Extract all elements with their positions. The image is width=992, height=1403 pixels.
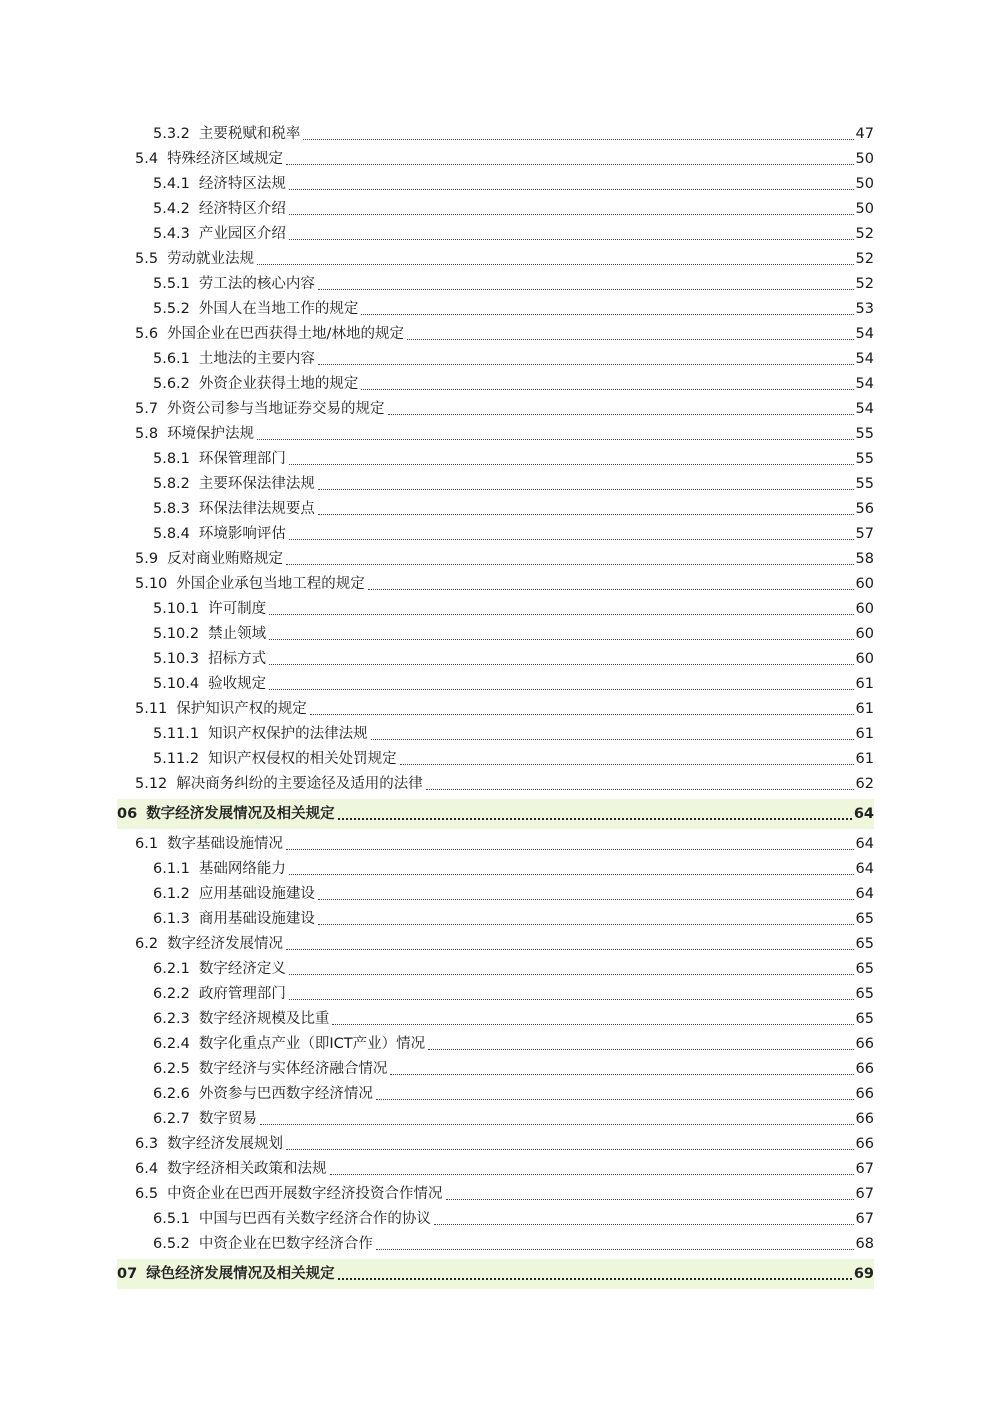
dot-leader <box>407 339 854 340</box>
toc-page-number: 68 <box>855 1236 874 1252</box>
toc-entry-title: 环境影响评估 <box>198 526 286 542</box>
toc-entry-row[interactable] <box>117 496 874 521</box>
dot-leader <box>428 1049 853 1050</box>
toc-entry-row[interactable] <box>117 521 874 546</box>
toc-entry-number: 5.4.2 <box>153 201 190 217</box>
toc-page-number: 50 <box>855 201 874 217</box>
toc-entry-row[interactable] <box>117 721 874 746</box>
toc-entry-number: 6.2.1 <box>153 961 190 977</box>
toc-entry-row[interactable] <box>117 571 874 596</box>
toc-entry-row[interactable] <box>117 931 874 956</box>
toc-entry-row[interactable] <box>117 1131 874 1156</box>
toc-entry-number: 5.7 <box>135 401 159 417</box>
dot-leader <box>289 239 854 240</box>
toc-page-number: 56 <box>855 501 874 517</box>
toc-entry-row[interactable] <box>117 771 874 796</box>
toc-entry-number: 6.5 <box>135 1186 159 1202</box>
toc-entry-row[interactable] <box>117 596 874 621</box>
toc-entry-row[interactable] <box>117 881 874 906</box>
toc-entry-row[interactable] <box>117 446 874 471</box>
toc-entry-row[interactable] <box>117 981 874 1006</box>
toc-entry-title: 政府管理部门 <box>198 986 286 1002</box>
toc-entry-title: 应用基础设施建设 <box>198 886 315 902</box>
toc-entry-number: 5.10.2 <box>153 626 200 642</box>
dot-leader <box>269 639 853 640</box>
toc-entry-title: 商用基础设施建设 <box>198 911 315 927</box>
toc-entry-number: 6.2.2 <box>153 986 190 1002</box>
toc-entry-row[interactable] <box>117 171 874 196</box>
dot-leader <box>269 689 853 690</box>
toc-entry-row[interactable] <box>117 421 874 446</box>
toc-entry-number: 5.4.3 <box>153 226 190 242</box>
dot-leader <box>361 314 853 315</box>
toc-page-number: 67 <box>855 1186 874 1202</box>
toc-page-number: 62 <box>855 776 874 792</box>
toc-page-number: 58 <box>855 551 874 567</box>
toc-entry-number: 6.2.6 <box>153 1086 190 1102</box>
toc-entry-title: 经济特区法规 <box>198 176 286 192</box>
toc-entry-number: 5.5 <box>135 251 159 267</box>
toc-entry-row[interactable] <box>117 296 874 321</box>
toc-entry-title: 中资企业在巴西开展数字经济投资合作情况 <box>167 1186 443 1202</box>
toc-page-number: 61 <box>855 751 874 767</box>
dot-leader <box>289 464 854 465</box>
toc-entry-number: 5.4 <box>135 151 159 167</box>
toc-entry-row[interactable] <box>117 906 874 931</box>
toc-page-number: 60 <box>855 651 874 667</box>
toc-page-number: 66 <box>855 1086 874 1102</box>
toc-entry-title: 中资企业在巴数字经济合作 <box>198 1236 373 1252</box>
table-of-contents <box>117 121 874 1291</box>
dot-leader <box>368 589 854 590</box>
toc-entry-number: 5.8 <box>135 426 159 442</box>
toc-entry-title: 数字经济发展情况及相关规定 <box>146 806 335 822</box>
toc-entry-number: 5.4.1 <box>153 176 190 192</box>
dot-leader <box>400 764 854 765</box>
toc-entry-row[interactable] <box>117 146 874 171</box>
toc-entry-number: 5.10 <box>135 576 168 592</box>
toc-page-number: 54 <box>855 326 874 342</box>
dot-leader <box>310 714 854 715</box>
toc-entry-number: 5.9 <box>135 551 159 567</box>
toc-entry-row[interactable] <box>117 1156 874 1181</box>
toc-entry-title: 外国人在当地工作的规定 <box>198 301 359 317</box>
toc-page-number: 64 <box>855 836 874 852</box>
toc-entry-number: 6.5.1 <box>153 1211 190 1227</box>
toc-entry-title: 外资企业获得土地的规定 <box>198 376 359 392</box>
toc-entry-number: 6.2.3 <box>153 1011 190 1027</box>
toc-entry-number: 6.2.7 <box>153 1111 190 1127</box>
toc-entry-number: 5.3.2 <box>153 126 190 142</box>
toc-page-number: 61 <box>855 701 874 717</box>
dot-leader <box>289 999 854 1000</box>
toc-entry-title: 特殊经济区域规定 <box>167 151 284 167</box>
toc-page-number: 66 <box>855 1061 874 1077</box>
toc-entry-number: 5.12 <box>135 776 168 792</box>
toc-page-number: 66 <box>855 1136 874 1152</box>
dot-leader <box>434 1224 854 1225</box>
toc-page-number: 52 <box>855 276 874 292</box>
toc-chapter-row[interactable] <box>117 799 874 829</box>
toc-entry-number: 5.10.3 <box>153 651 200 667</box>
toc-entry-title: 产业园区介绍 <box>198 226 286 242</box>
toc-entry-number: 5.6.2 <box>153 376 190 392</box>
toc-entry-row[interactable] <box>117 221 874 246</box>
toc-entry-title: 知识产权侵权的相关处罚规定 <box>208 751 397 767</box>
dot-leader <box>338 818 852 820</box>
toc-entry-row[interactable] <box>117 1031 874 1056</box>
toc-entry-title: 解决商务纠纷的主要途径及适用的法律 <box>176 776 423 792</box>
toc-entry-title: 知识产权保护的法律法规 <box>208 726 368 742</box>
toc-page-number: 60 <box>855 626 874 642</box>
toc-entry-number: 6.1.3 <box>153 911 190 927</box>
toc-entry-title: 中国与巴西有关数字经济合作的协议 <box>198 1211 431 1227</box>
toc-page-number: 54 <box>855 351 874 367</box>
dot-leader <box>318 489 854 490</box>
toc-entry-title: 招标方式 <box>208 651 267 667</box>
toc-entry-title: 数字经济相关政策和法规 <box>167 1161 327 1177</box>
toc-entry-title: 数字化重点产业（即ICT产业）情况 <box>198 1036 426 1052</box>
toc-entry-row[interactable] <box>117 271 874 296</box>
toc-entry-number: 6.2.5 <box>153 1061 190 1077</box>
toc-entry-number: 6.4 <box>135 1161 159 1177</box>
dot-leader <box>371 739 854 740</box>
toc-entry-row[interactable] <box>117 1231 874 1256</box>
toc-entry-number: 5.10.4 <box>153 676 200 692</box>
toc-page-number: 64 <box>855 861 874 877</box>
toc-entry-row[interactable] <box>117 831 874 856</box>
toc-entry-number: 5.8.2 <box>153 476 190 492</box>
toc-entry-row[interactable] <box>117 346 874 371</box>
toc-page-number: 52 <box>855 226 874 242</box>
dot-leader <box>318 899 854 900</box>
toc-page-number: 52 <box>855 251 874 267</box>
toc-page-number: 55 <box>855 476 874 492</box>
dot-leader <box>257 264 853 265</box>
toc-entry-title: 外资参与巴西数字经济情况 <box>198 1086 373 1102</box>
toc-entry-title: 基础网络能力 <box>198 861 286 877</box>
toc-entry-row[interactable] <box>117 1006 874 1031</box>
toc-entry-number: 6.5.2 <box>153 1236 190 1252</box>
toc-page-number: 61 <box>855 726 874 742</box>
toc-page-number: 54 <box>855 401 874 417</box>
toc-entry-title: 验收规定 <box>208 676 267 692</box>
toc-entry-row[interactable] <box>117 1106 874 1131</box>
toc-page-number: 65 <box>855 936 874 952</box>
toc-entry-title: 土地法的主要内容 <box>198 351 315 367</box>
toc-entry-number: 06 <box>117 806 138 822</box>
toc-entry-number: 5.11.1 <box>153 726 200 742</box>
toc-entry-number: 5.5.1 <box>153 276 190 292</box>
toc-entry-title: 环境保护法规 <box>167 426 255 442</box>
toc-entry-number: 5.11.2 <box>153 751 200 767</box>
dot-leader <box>318 289 854 290</box>
dot-leader <box>332 1024 853 1025</box>
toc-entry-title: 数字经济发展规划 <box>167 1136 284 1152</box>
dot-leader <box>318 924 854 925</box>
toc-entry-row[interactable] <box>117 321 874 346</box>
toc-page-number: 50 <box>855 151 874 167</box>
toc-page-number: 65 <box>855 911 874 927</box>
toc-entry-number: 5.6.1 <box>153 351 190 367</box>
toc-page-number: 66 <box>855 1036 874 1052</box>
dot-leader <box>286 849 853 850</box>
toc-entry-title: 主要环保法律法规 <box>198 476 315 492</box>
dot-leader <box>260 1124 854 1125</box>
dot-leader <box>426 789 854 790</box>
toc-page-number: 61 <box>855 676 874 692</box>
dot-leader <box>318 364 854 365</box>
toc-entry-row[interactable] <box>117 696 874 721</box>
toc-entry-number: 07 <box>117 1266 138 1282</box>
dot-leader <box>289 214 854 215</box>
dot-leader <box>338 1278 852 1280</box>
toc-page-number: 55 <box>855 451 874 467</box>
toc-page-number: 50 <box>855 176 874 192</box>
toc-entry-title: 劳工法的核心内容 <box>198 276 315 292</box>
toc-page-number: 67 <box>855 1161 874 1177</box>
toc-entry-title: 主要税赋和税率 <box>198 126 301 142</box>
dot-leader <box>269 664 853 665</box>
toc-entry-row[interactable] <box>117 746 874 771</box>
toc-entry-title: 数字贸易 <box>198 1111 257 1127</box>
dot-leader <box>446 1199 854 1200</box>
toc-entry-number: 6.2 <box>135 936 159 952</box>
toc-entry-row[interactable] <box>117 121 874 146</box>
toc-entry-title: 环保管理部门 <box>198 451 286 467</box>
toc-entry-number: 6.2.4 <box>153 1036 190 1052</box>
toc-entry-row[interactable] <box>117 1081 874 1106</box>
toc-entry-number: 6.1 <box>135 836 159 852</box>
toc-entry-row[interactable] <box>117 196 874 221</box>
toc-page-number: 65 <box>855 961 874 977</box>
toc-entry-title: 劳动就业法规 <box>167 251 255 267</box>
toc-entry-number: 6.3 <box>135 1136 159 1152</box>
toc-entry-title: 数字经济发展情况 <box>167 936 284 952</box>
toc-entry-title: 保护知识产权的规定 <box>176 701 307 717</box>
toc-page-number: 67 <box>855 1211 874 1227</box>
toc-entry-number: 5.11 <box>135 701 168 717</box>
dot-leader <box>388 414 854 415</box>
dot-leader <box>361 389 853 390</box>
dot-leader <box>303 139 853 140</box>
toc-page-number: 64 <box>853 806 874 822</box>
toc-page-number: 65 <box>855 986 874 1002</box>
toc-entry-title: 外资公司参与当地证券交易的规定 <box>167 401 385 417</box>
toc-entry-number: 5.8.3 <box>153 501 190 517</box>
toc-entry-title: 经济特区介绍 <box>198 201 286 217</box>
dot-leader <box>289 539 854 540</box>
toc-page-number: 69 <box>853 1266 874 1282</box>
toc-entry-number: 5.5.2 <box>153 301 190 317</box>
dot-leader <box>318 514 854 515</box>
dot-leader <box>257 439 853 440</box>
toc-page-number: 53 <box>855 301 874 317</box>
toc-entry-row[interactable] <box>117 471 874 496</box>
toc-entry-number: 5.8.1 <box>153 451 190 467</box>
dot-leader <box>376 1099 854 1100</box>
toc-page-number: 60 <box>855 601 874 617</box>
dot-leader <box>269 614 853 615</box>
toc-entry-row[interactable] <box>117 856 874 881</box>
toc-entry-row[interactable] <box>117 671 874 696</box>
toc-entry-row[interactable] <box>117 246 874 271</box>
toc-entry-title: 绿色经济发展情况及相关规定 <box>146 1266 335 1282</box>
toc-page-number: 55 <box>855 426 874 442</box>
toc-entry-number: 6.1.2 <box>153 886 190 902</box>
toc-entry-row[interactable] <box>117 396 874 421</box>
toc-entry-title: 反对商业贿赂规定 <box>167 551 284 567</box>
dot-leader <box>289 974 854 975</box>
toc-entry-title: 环保法律法规要点 <box>198 501 315 517</box>
dot-leader <box>286 1149 853 1150</box>
dot-leader <box>286 164 853 165</box>
toc-entry-title: 数字经济与实体经济融合情况 <box>198 1061 388 1077</box>
toc-entry-number: 6.1.1 <box>153 861 190 877</box>
dot-leader <box>286 564 853 565</box>
toc-entry-row[interactable] <box>117 956 874 981</box>
toc-entry-row[interactable] <box>117 371 874 396</box>
toc-entry-number: 5.6 <box>135 326 159 342</box>
toc-entry-title: 许可制度 <box>208 601 267 617</box>
toc-entry-row[interactable] <box>117 646 874 671</box>
toc-entry-title: 外国企业在巴西获得土地/林地的规定 <box>167 326 404 342</box>
dot-leader <box>390 1074 853 1075</box>
toc-page-number: 66 <box>855 1111 874 1127</box>
toc-page-number: 60 <box>855 576 874 592</box>
toc-page-number: 64 <box>855 886 874 902</box>
toc-entry-number: 5.8.4 <box>153 526 190 542</box>
toc-entry-row[interactable] <box>117 1056 874 1081</box>
dot-leader <box>330 1174 854 1175</box>
toc-entry-title: 数字基础设施情况 <box>167 836 284 852</box>
toc-entry-row[interactable] <box>117 621 874 646</box>
toc-page-number: 54 <box>855 376 874 392</box>
toc-page-number: 47 <box>855 126 874 142</box>
dot-leader <box>376 1249 854 1250</box>
dot-leader <box>286 949 853 950</box>
toc-entry-number: 5.10.1 <box>153 601 200 617</box>
dot-leader <box>289 189 854 190</box>
toc-entry-title: 数字经济规模及比重 <box>198 1011 330 1027</box>
toc-entry-title: 禁止领域 <box>208 626 267 642</box>
toc-entry-title: 外国企业承包当地工程的规定 <box>176 576 365 592</box>
dot-leader <box>289 874 854 875</box>
toc-entry-row[interactable] <box>117 1206 874 1231</box>
toc-entry-row[interactable] <box>117 1181 874 1206</box>
toc-chapter-row[interactable] <box>117 1259 874 1289</box>
toc-entry-title: 数字经济定义 <box>198 961 286 977</box>
toc-entry-row[interactable] <box>117 546 874 571</box>
toc-page-number: 65 <box>855 1011 874 1027</box>
toc-page-number: 57 <box>855 526 874 542</box>
